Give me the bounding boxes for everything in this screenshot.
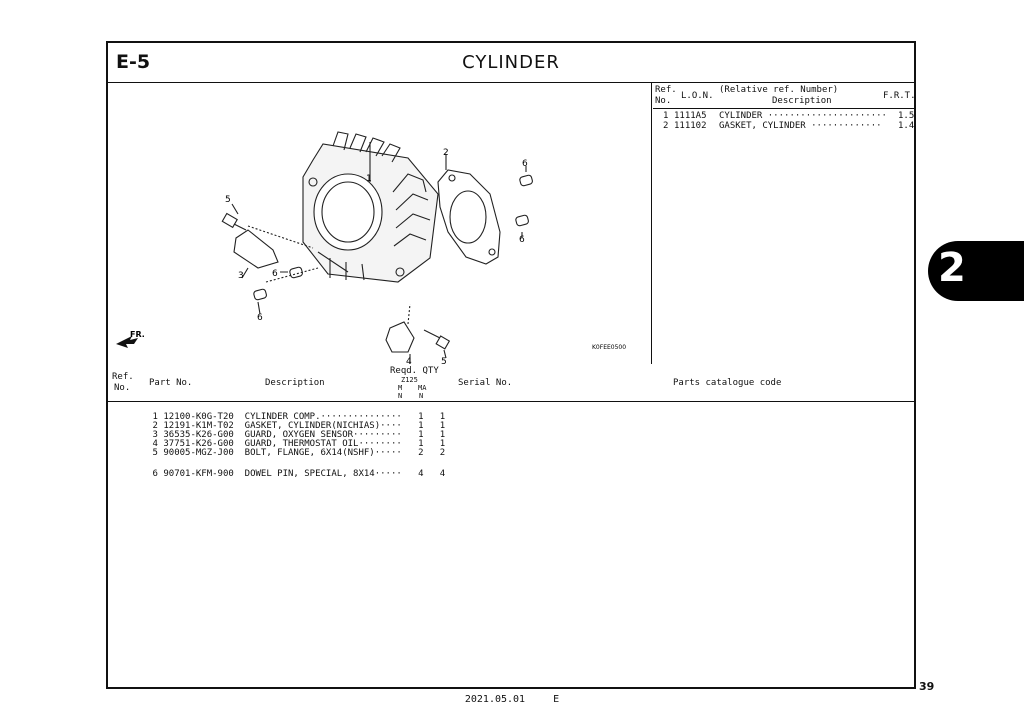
row-part-no: 37751-K26-G00	[163, 439, 234, 449]
row-qty-m: 2	[418, 448, 424, 458]
page-header	[108, 43, 914, 83]
row-qty-m: 1	[418, 439, 424, 449]
row-desc: CYLINDER COMP.···············	[244, 412, 402, 422]
diagram-code: K0FEE0500	[592, 344, 627, 351]
row-desc: GUARD, OXYGEN SENSOR·········	[244, 430, 402, 440]
row-ref: 4	[152, 439, 158, 449]
ref-row-1-ref: 1	[663, 111, 669, 121]
parts-header-desc: Description	[265, 378, 325, 388]
ref-table-header-no: No.	[655, 96, 672, 106]
row-qty-ma: 1	[439, 412, 446, 422]
parts-header-no: No.	[114, 383, 131, 393]
row-ref: 2	[152, 421, 158, 431]
parts-header-catalog: Parts catalogue code	[673, 378, 782, 388]
row-desc: DOWEL PIN, SPECIAL, 8X14·····	[244, 469, 402, 479]
footer-edition: E	[553, 694, 560, 705]
page-number: 39	[919, 680, 935, 693]
row-qty-m: 1	[418, 412, 424, 422]
callout-5b: 5	[441, 357, 447, 364]
row-ref: 1	[152, 412, 158, 422]
table-row	[120, 459, 445, 489]
section-code: E-5	[116, 51, 151, 73]
footer	[0, 694, 1024, 705]
row-part-no: 90701-KFM-900	[163, 469, 234, 479]
callout-2: 2	[443, 148, 449, 158]
row-part-no: 12191-K1M-T02	[163, 421, 234, 431]
row-desc: BOLT, FLANGE, 6X14(NSHF)·····	[244, 448, 402, 458]
front-label: FR.	[130, 330, 145, 339]
row-ref: 3	[152, 430, 158, 440]
callout-5a: 5	[225, 195, 231, 205]
row-qty-ma: 1	[439, 430, 446, 440]
cylinder-illustration	[108, 82, 651, 364]
callout-3: 3	[238, 271, 244, 281]
ref-row-1-desc: CYLINDER ······················	[719, 111, 887, 121]
parts-header-ma: MA	[418, 384, 427, 392]
ref-table-header-ref: Ref.	[655, 85, 677, 95]
ref-row-1-lon: 1111A5	[674, 111, 707, 121]
ref-row-1-frt: 1.5	[898, 111, 915, 121]
ref-row-2-desc: GASKET, CYLINDER ·············	[719, 121, 882, 131]
callout-6b: 6	[519, 235, 525, 245]
parts-header-ref: Ref.	[112, 372, 134, 382]
row-qty-m: 1	[418, 430, 424, 440]
ref-table-header-rel: (Relative ref. Number)	[719, 85, 839, 95]
parts-header-reqd: Reqd. QTY	[390, 366, 439, 376]
parts-header-partno: Part No.	[149, 378, 193, 388]
parts-header-n2: N	[419, 392, 424, 400]
exploded-diagram	[108, 82, 652, 364]
page-frame	[106, 41, 916, 689]
parts-header-serial: Serial No.	[458, 378, 513, 388]
page-title: CYLINDER	[462, 52, 560, 73]
ref-table-header-desc: Description	[772, 96, 832, 106]
row-qty-ma: 4	[439, 469, 446, 479]
callout-6d: 6	[257, 313, 263, 323]
callout-1: 1	[366, 174, 372, 184]
ref-table-header-lon: L.O.N.	[681, 91, 714, 101]
ref-table-divider	[653, 108, 916, 109]
parts-header-n1: N	[398, 392, 403, 400]
row-qty-m: 4	[418, 469, 424, 479]
row-qty-ma: 2	[439, 448, 446, 458]
row-part-no: 36535-K26-G00	[163, 430, 234, 440]
parts-header-m: M	[398, 384, 403, 392]
footer-date: 2021.05.01	[464, 694, 526, 705]
ref-row-2-lon: 111102	[674, 121, 707, 131]
front-arrow-icon	[116, 330, 145, 348]
row-part-no: 12100-K0G-T20	[163, 412, 234, 422]
row-desc: GASKET, CYLINDER(NICHIAS)····	[244, 421, 402, 431]
row-ref: 6	[152, 469, 158, 479]
reference-table	[653, 82, 916, 364]
chapter-number: 2	[938, 245, 966, 291]
ref-row-2-frt: 1.4	[898, 121, 915, 131]
row-qty-m: 1	[418, 421, 424, 431]
callout-4: 4	[406, 357, 412, 364]
ref-row-2-ref: 2	[663, 121, 669, 131]
row-part-no: 90005-MGZ-J00	[163, 448, 234, 458]
callout-6c: 6	[272, 269, 278, 279]
chapter-tab	[928, 241, 1024, 301]
callout-6a: 6	[522, 159, 528, 169]
row-qty-ma: 1	[439, 439, 446, 449]
parts-table-header	[108, 365, 914, 402]
ref-table-header-frt: F.R.T.	[883, 91, 916, 101]
parts-header-model: Z125	[401, 376, 418, 384]
row-ref: 5	[152, 448, 158, 458]
row-desc: GUARD, THERMOSTAT OIL········	[244, 439, 402, 449]
row-qty-ma: 1	[439, 421, 446, 431]
